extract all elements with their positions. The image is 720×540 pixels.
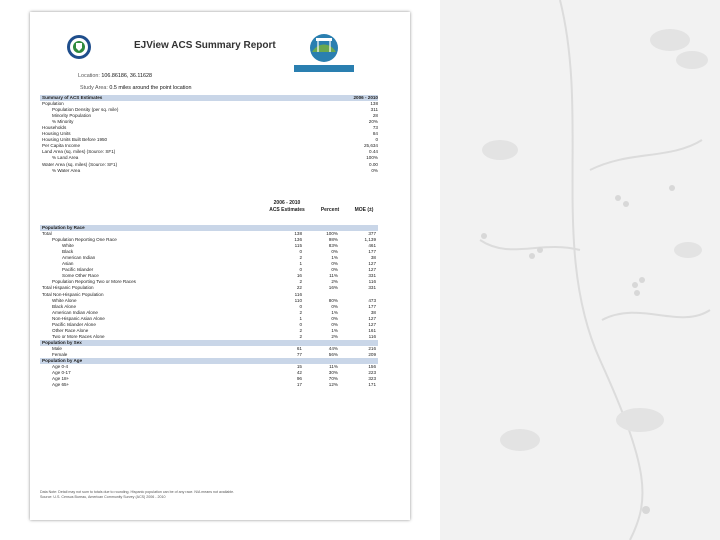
moe-cell: 377 [368,231,376,237]
percent-cell: 100% [326,231,338,237]
row-label: Other Race Alone [52,327,89,333]
percent-cell: 2% [331,279,338,285]
row-label: Female [52,351,68,357]
moe-cell: 177 [368,249,376,255]
percent-cell: 11% [329,273,338,279]
percent-cell: 2% [331,333,338,339]
estimate-cell: 110 [294,297,302,303]
summary-row-label: Housing Units Built Before 1950 [42,137,108,143]
moe-cell: 156 [368,364,376,370]
percent-cell: 0% [331,321,338,327]
percent-cell: 0% [331,267,338,273]
estimate-cell: 0 [299,267,302,273]
moe-cell: 1,139 [364,237,376,243]
row-label: Black Alone [52,303,77,309]
study-area-line [80,85,192,91]
estimate-cell: 136 [294,237,302,243]
location-line [78,73,152,79]
summary-table [40,95,378,174]
summary-row-value: 311 [370,107,378,113]
column-header-moe: MOE (±) [354,207,374,213]
data-note: Data Note: Detail may not sum to totals due to rounding. Hispanic population can be of any race. N/A means not available. [40,490,235,494]
study-area-label: Study Area: [80,85,108,91]
summary-row-label: Per Capita Income [42,143,81,149]
moe-cell: 216 [368,345,376,351]
moe-cell: 331 [368,285,376,291]
summary-header-label: Summary of ACS Estimates [42,95,103,100]
summary-row-label: Water Area (sq. miles) (Source: SF1) [42,161,118,167]
summary-row-label: Households [42,125,67,131]
summary-row-value: 20% [368,119,378,125]
percent-cell: 70% [328,376,338,382]
summary-row-value: 0.00 [369,161,378,167]
location-label: Location: [78,73,100,79]
summary-row-value: 0% [371,167,378,173]
row-label: Pacific Islander [62,267,94,273]
summary-row-value: 0.44 [369,149,378,155]
summary-row-value: 100% [366,155,378,161]
summary-row-value: 73 [372,125,378,131]
epa-seal-icon [66,34,92,62]
moe-cell: 473 [368,297,376,303]
moe-cell: 116 [368,333,376,339]
row-label: Some Other Race [62,273,99,279]
row-label: Total [42,231,52,237]
summary-row-label: Housing Units [42,131,71,137]
estimate-cell: 115 [294,243,302,249]
summary-row-value: 25,634 [363,143,378,149]
estimate-cell: 2 [299,255,302,261]
percent-cell: 0% [331,261,338,267]
estimate-cell: 0 [299,321,302,327]
table-row [40,382,378,388]
percent-cell: 98% [328,237,338,243]
row-label: Asian [62,261,74,267]
percent-cell: 0% [331,249,338,255]
moe-cell: 461 [368,243,376,249]
row-label: Two or More Races Alone [52,333,105,339]
estimate-cell: 116 [294,291,302,297]
estimate-cell: 2 [299,279,302,285]
percent-cell: 56% [328,351,338,357]
summary-row-label: % Water Area [52,167,81,173]
estimate-cell: 2 [299,327,302,333]
percent-cell: 0% [331,315,338,321]
section-header-label: Population by Sex [42,339,82,345]
estimate-cell: 22 [296,285,302,291]
moe-cell: 223 [368,370,376,376]
percent-cell: 30% [328,370,338,376]
percent-cell: 1% [331,309,338,315]
row-label: Male [52,345,62,351]
summary-header-value: 2006 - 2010 [353,95,378,100]
estimate-cell: 61 [296,345,302,351]
row-label: Population Reporting Two or More Races [52,279,136,285]
percent-cell: 11% [329,364,338,370]
row-label: Age 18+ [52,376,70,382]
row-label: White Alone [52,297,77,303]
summary-row-value: 0 [375,137,378,143]
summary-row-value: 28 [372,113,378,119]
estimate-cell: 96 [296,376,302,382]
section-header-label: Population by Age [42,358,83,364]
detail-column-headers [40,200,378,226]
estimate-cell: 2 [299,333,302,339]
moe-cell: 161 [368,327,376,333]
row-label: Total Non-Hispanic Population [42,291,104,297]
section-header-label: Population by Race [42,225,85,230]
moe-cell: 323 [368,376,376,382]
moe-cell: 127 [368,261,376,267]
estimate-cell: 1 [299,315,302,321]
estimate-cell: 77 [296,351,302,357]
summary-row-label: % Minority [52,119,74,125]
percent-cell: 1% [331,327,338,333]
estimate-cell: 0 [299,249,302,255]
estimate-cell: 138 [294,231,302,237]
summary-row-value: 84 [372,131,378,137]
percent-cell: 0% [331,303,338,309]
report-notes [40,490,234,500]
row-label: Total Hispanic Population [42,285,94,291]
detail-table [40,225,378,388]
column-header-percent: Percent [320,207,340,213]
moe-cell: 38 [370,255,376,261]
acs-summary-report-page [30,12,410,520]
row-label: Non-Hispanic Asian Alone [52,315,105,321]
moe-cell: 127 [368,267,376,273]
row-label: Black [62,249,74,255]
source-note: Source: U.S. Census Bureau, American Community Survey (ACS) 2006 - 2010 [40,495,166,499]
estimate-cell: 16 [296,273,302,279]
percent-cell: 83% [328,243,338,249]
moe-cell: 116 [368,279,376,285]
row-label: American Indian [62,255,96,261]
estimate-cell: 2 [299,309,302,315]
estimate-cell: 1 [299,261,302,267]
row-label: Age 65+ [52,382,70,388]
row-label: White [62,243,74,249]
summary-row-label: % Land Area [52,155,79,161]
row-label: Pacific Islander Alone [52,321,96,327]
environmental-justice-logo [288,32,360,74]
row-label: Population Reporting One Race [52,237,117,243]
percent-cell: 44% [328,345,338,351]
moe-cell: 171 [368,382,376,388]
summary-row-label: Population Density (per sq. mile) [52,107,119,113]
moe-cell: 127 [368,321,376,327]
study-area-value: 0.5 miles around the point location [109,85,192,91]
summary-row [40,168,378,174]
report-title: EJView ACS Summary Report [134,40,276,51]
moe-cell: 331 [368,273,376,279]
estimate-cell: 42 [296,370,302,376]
decorative-flower-branch [440,0,720,540]
percent-cell: 16% [328,285,338,291]
column-header-estimates: 2006 - 2010 ACS Estimates [269,200,305,213]
row-label: American Indian Alone [52,309,98,315]
moe-cell: 209 [368,351,376,357]
summary-row-value: 138 [370,101,378,107]
row-label: Age 0-17 [52,370,71,376]
location-value: 106.86186, 36.11628 [101,73,152,79]
summary-row-label: Population [42,101,64,107]
summary-row-label: Minority Population [52,113,92,119]
percent-cell: 1% [331,255,338,261]
moe-cell: 38 [370,309,376,315]
estimate-cell: 0 [299,303,302,309]
moe-cell: 177 [368,303,376,309]
percent-cell: 80% [328,297,338,303]
estimate-cell: 15 [296,364,302,370]
percent-cell: 12% [328,382,338,388]
moe-cell: 127 [368,315,376,321]
estimate-cell: 17 [296,382,302,388]
row-label: Age 0-4 [52,364,69,370]
summary-row-label: Land Area (sq. miles) (Source: SF1) [42,149,116,155]
